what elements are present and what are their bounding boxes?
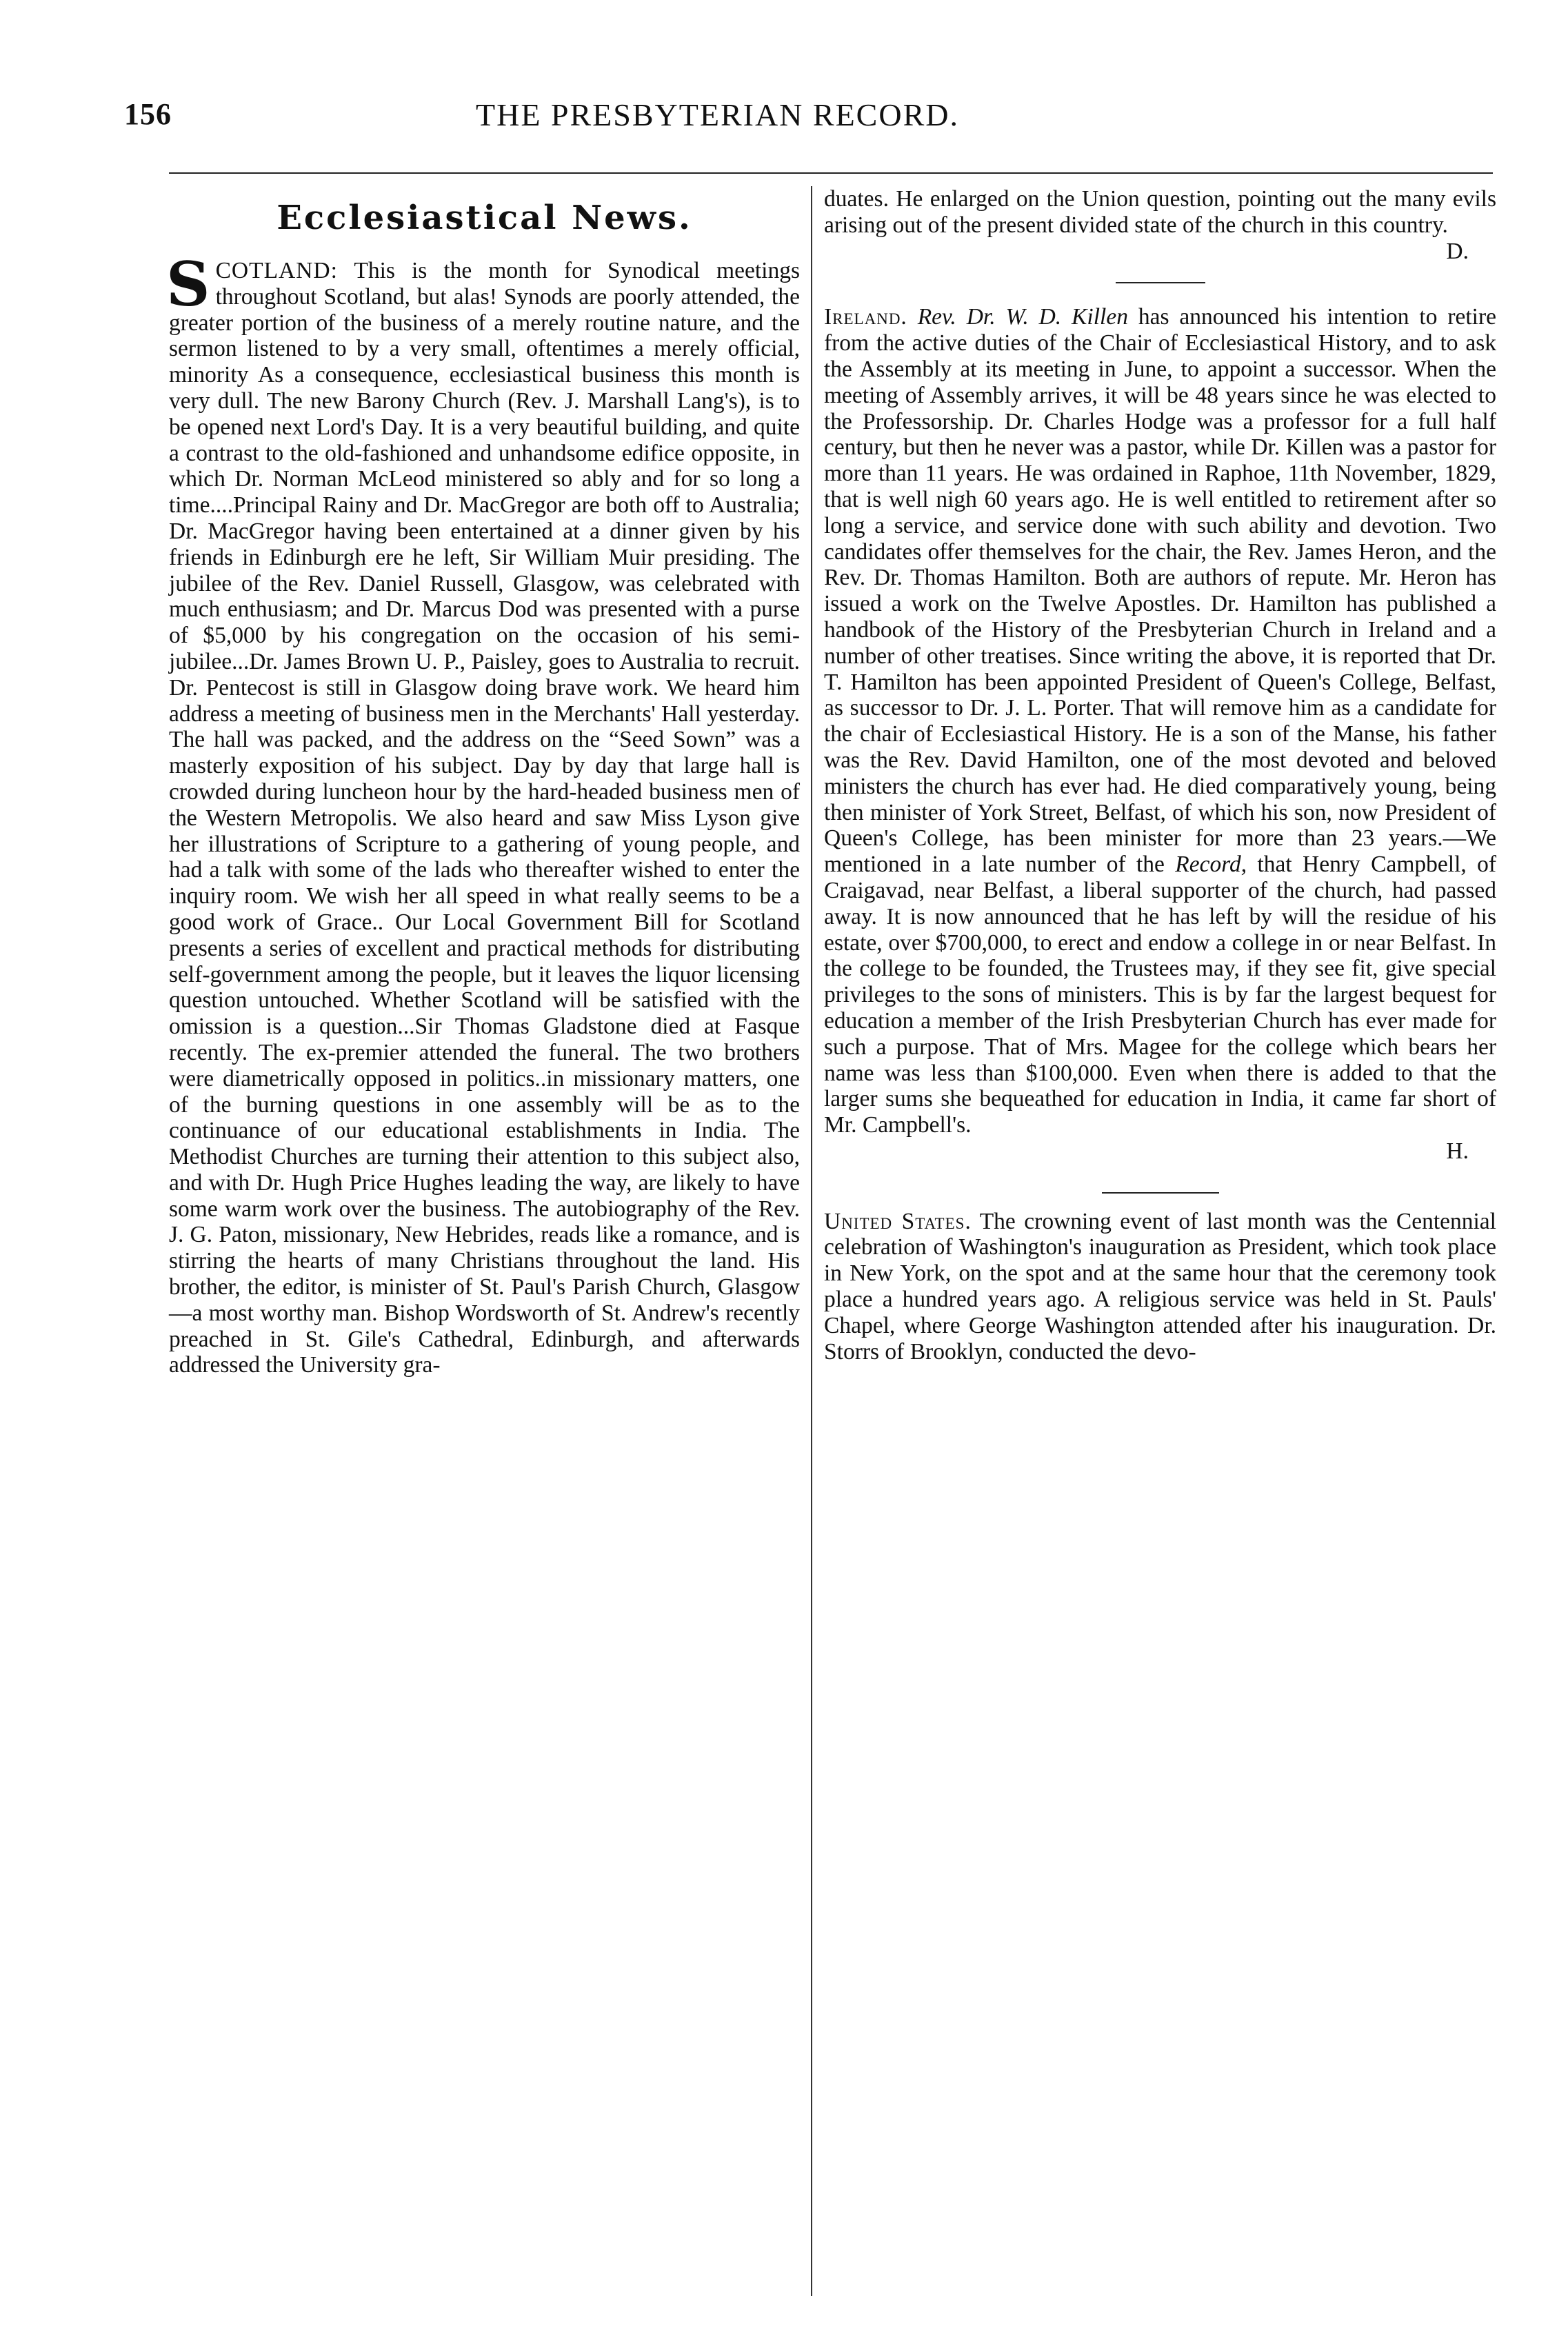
ireland-signature: H. (1446, 1138, 1469, 1164)
ireland-record-title: Record, (1175, 852, 1247, 878)
ireland-paragraph (824, 304, 1496, 1164)
ireland-lead-name: Rev. Dr. W. D. Killen (917, 304, 1128, 330)
scotland-continuation (824, 186, 1496, 264)
page-header (124, 97, 1496, 145)
right-column (824, 186, 1496, 1365)
ireland-body: has announced his intention to retire from the active duties of the Chair of Ecclesiastical History, and to ask the Assembly at its meeting in June, to appoint a successor. When the meeting of Assembly arrives, it will be 48 years since he was elected to the Professorship. Dr. Charles Hodge was a professor for a full half century, but then he never was a pastor, while Dr. Killen was a pastor for more than 11 years. He was ordained in Raphoe, 11th November, 1829, that is well nigh 60 years ago. He is well entitled to retirement after so long a service, and service done with such ability and devotion. Two candidates offer themselves for the chair, the Rev. James Heron, and the Rev. Dr. Thomas Hamilton. Both are authors of repute. Mr. Heron has issued a work on the Twelve Apostles. Dr. Hamilton has published a handbook of the History of the Presbyterian Church in Ireland and a number of other treatises. Since writing the above, it is reported that Dr. T. Hamilton has been appointed President of Queen's College, Belfast, as successor to Dr. J. L. Porter. That will remove him as a candidate for the chair of Ecclesiastical History. He is a son of the Manse, his father was the Rev. David Hamilton, one of the most devoted and beloved ministers the church has ever had. He died comparatively young, being then minister of York Street, Belfast, of which his son, now President of Queen's College, has been minister for more than 23 years.—We mentioned in a late number of the (824, 304, 1497, 878)
section-title: Ecclesiastical News. (277, 199, 692, 237)
scotland-paragraph (166, 248, 800, 1378)
ireland-place-label: Ireland. (824, 304, 907, 330)
section-separator (1116, 282, 1205, 283)
left-column (166, 186, 800, 1378)
scotland-place-label: COTLAND: (215, 258, 338, 283)
page-number: 156 (124, 97, 172, 131)
header-rule (169, 172, 1493, 174)
column-divider (811, 186, 812, 2296)
united-states-place-label: United States. (824, 1208, 972, 1234)
section-separator (1102, 1192, 1219, 1194)
dropcap-letter: S (166, 248, 210, 320)
united-states-paragraph (824, 1209, 1496, 1365)
journal-title: THE PRESBYTERIAN RECORD. (476, 97, 959, 132)
ireland-body-continued: that Henry Campbell, of Craigavad, near Belfast, a liberal supporter of the church, had passed away. It is now announced that he has left by will the residue of his estate, over $700,000, to erect and endow a college in or near Belfast. In the college to be founded, the Trustees may, if they see fit, give special privileges to the sons of ministers. This is by far the largest bequest for education a member of the Irish Presbyterian Church has ever made for such a purpose. That of Mrs. Magee for the college which bears her name was less than $100,000. Even when there is added to that the larger sums she bequeathed for education in India, it came far short of Mr. Campbell's. (824, 852, 1496, 1138)
scotland-body: This is the month for Synodical meetings throughout Scotland, but alas! Synods are poorly attended, the greater portion of the business of a merely routine nature, and the sermon listened to by a very small, oftentimes a merely official, minority As a consequence, ecclesiastical business this month is very dull. The new Barony Church (Rev. J. Marshall Lang's), is to be opened next Lord's Day. It is a very beautiful building, and quite a contrast to the old-fashioned and unhandsome edifice opposite, in which Dr. Norman McLeod ministered so ably and for so long a time....Principal Rainy and Dr. MacGregor are both off to Australia; Dr. MacGregor having been entertained at a dinner given by his friends in Edinburgh ere he left, Sir William Muir presiding. The jubilee of the Rev. Daniel Russell, Glasgow, was celebrated with much enthusiasm; and Dr. Marcus Dod was presented with a purse of $5,000 by his congregation on the occasion of his semi-jubilee...Dr. James Brown U. P., Paisley, goes to Australia to recruit. Dr. Pentecost is still in Glasgow doing brave work. We heard him address a meeting of business men in the Merchants' Hall yesterday. The hall was packed, and the address on the “Seed Sown” was a masterly exposition of his subject. Day by day that large hall is crowded during luncheon hour by the hard-headed business men of the Western Metropolis. We also heard and saw Miss Lyson give her illustrations of Scripture to a gathering of young people, and had a talk with some of the lads who thereafter wished to enter the inquiry room. We wish her all speed in what really seems to be a good work of Grace.. Our Local Government Bill for Scotland presents a series of excellent and practical methods for distributing self-government among the people, but it leaves the liquor licensing question untouched. Whether Scotland will be satisfied with the omission is a question...Sir Thomas Gladstone died at Fasque recently. The ex-premier attended the funeral. The two brothers were diametrically opposed in politics..in missionary matters, one of the burning questions in one assembly will be as to the continuance of our educational establishments in India. The Methodist Churches are turning their attention to this subject also, and with Dr. Hugh Price Hughes leading the way, are likely to have some warm work over the business. The autobiography of the Rev. J. G. Paton, missionary, New Hebrides, reads like a romance, and is stirring the hearts of many Christians throughout the land. His brother, the editor, is minister of St. Paul's Parish Church, Glasgow—a most worthy man. Bishop Wordsworth of St. Andrew's recently preached in St. Gile's Cathedral, Edinburgh, and afterwards addressed the University gra- (169, 258, 800, 1378)
scotland-continuation-text: duates. He enlarged on the Union question, pointing out the many evils arising out of the present divided state of the church in this country. (824, 186, 1496, 238)
scotland-signature: D. (1446, 238, 1469, 264)
united-states-body: The crowning event of last month was the Centennial celebration of Washington's inauguration as President, which took place in New York, on the spot and at the same hour that the ceremony took place a hundred years ago. A religious service was held in St. Pauls' Chapel, where George Washington attended after his inauguration. Dr. Storrs of Brooklyn, conducted the devo- (824, 1208, 1496, 1365)
